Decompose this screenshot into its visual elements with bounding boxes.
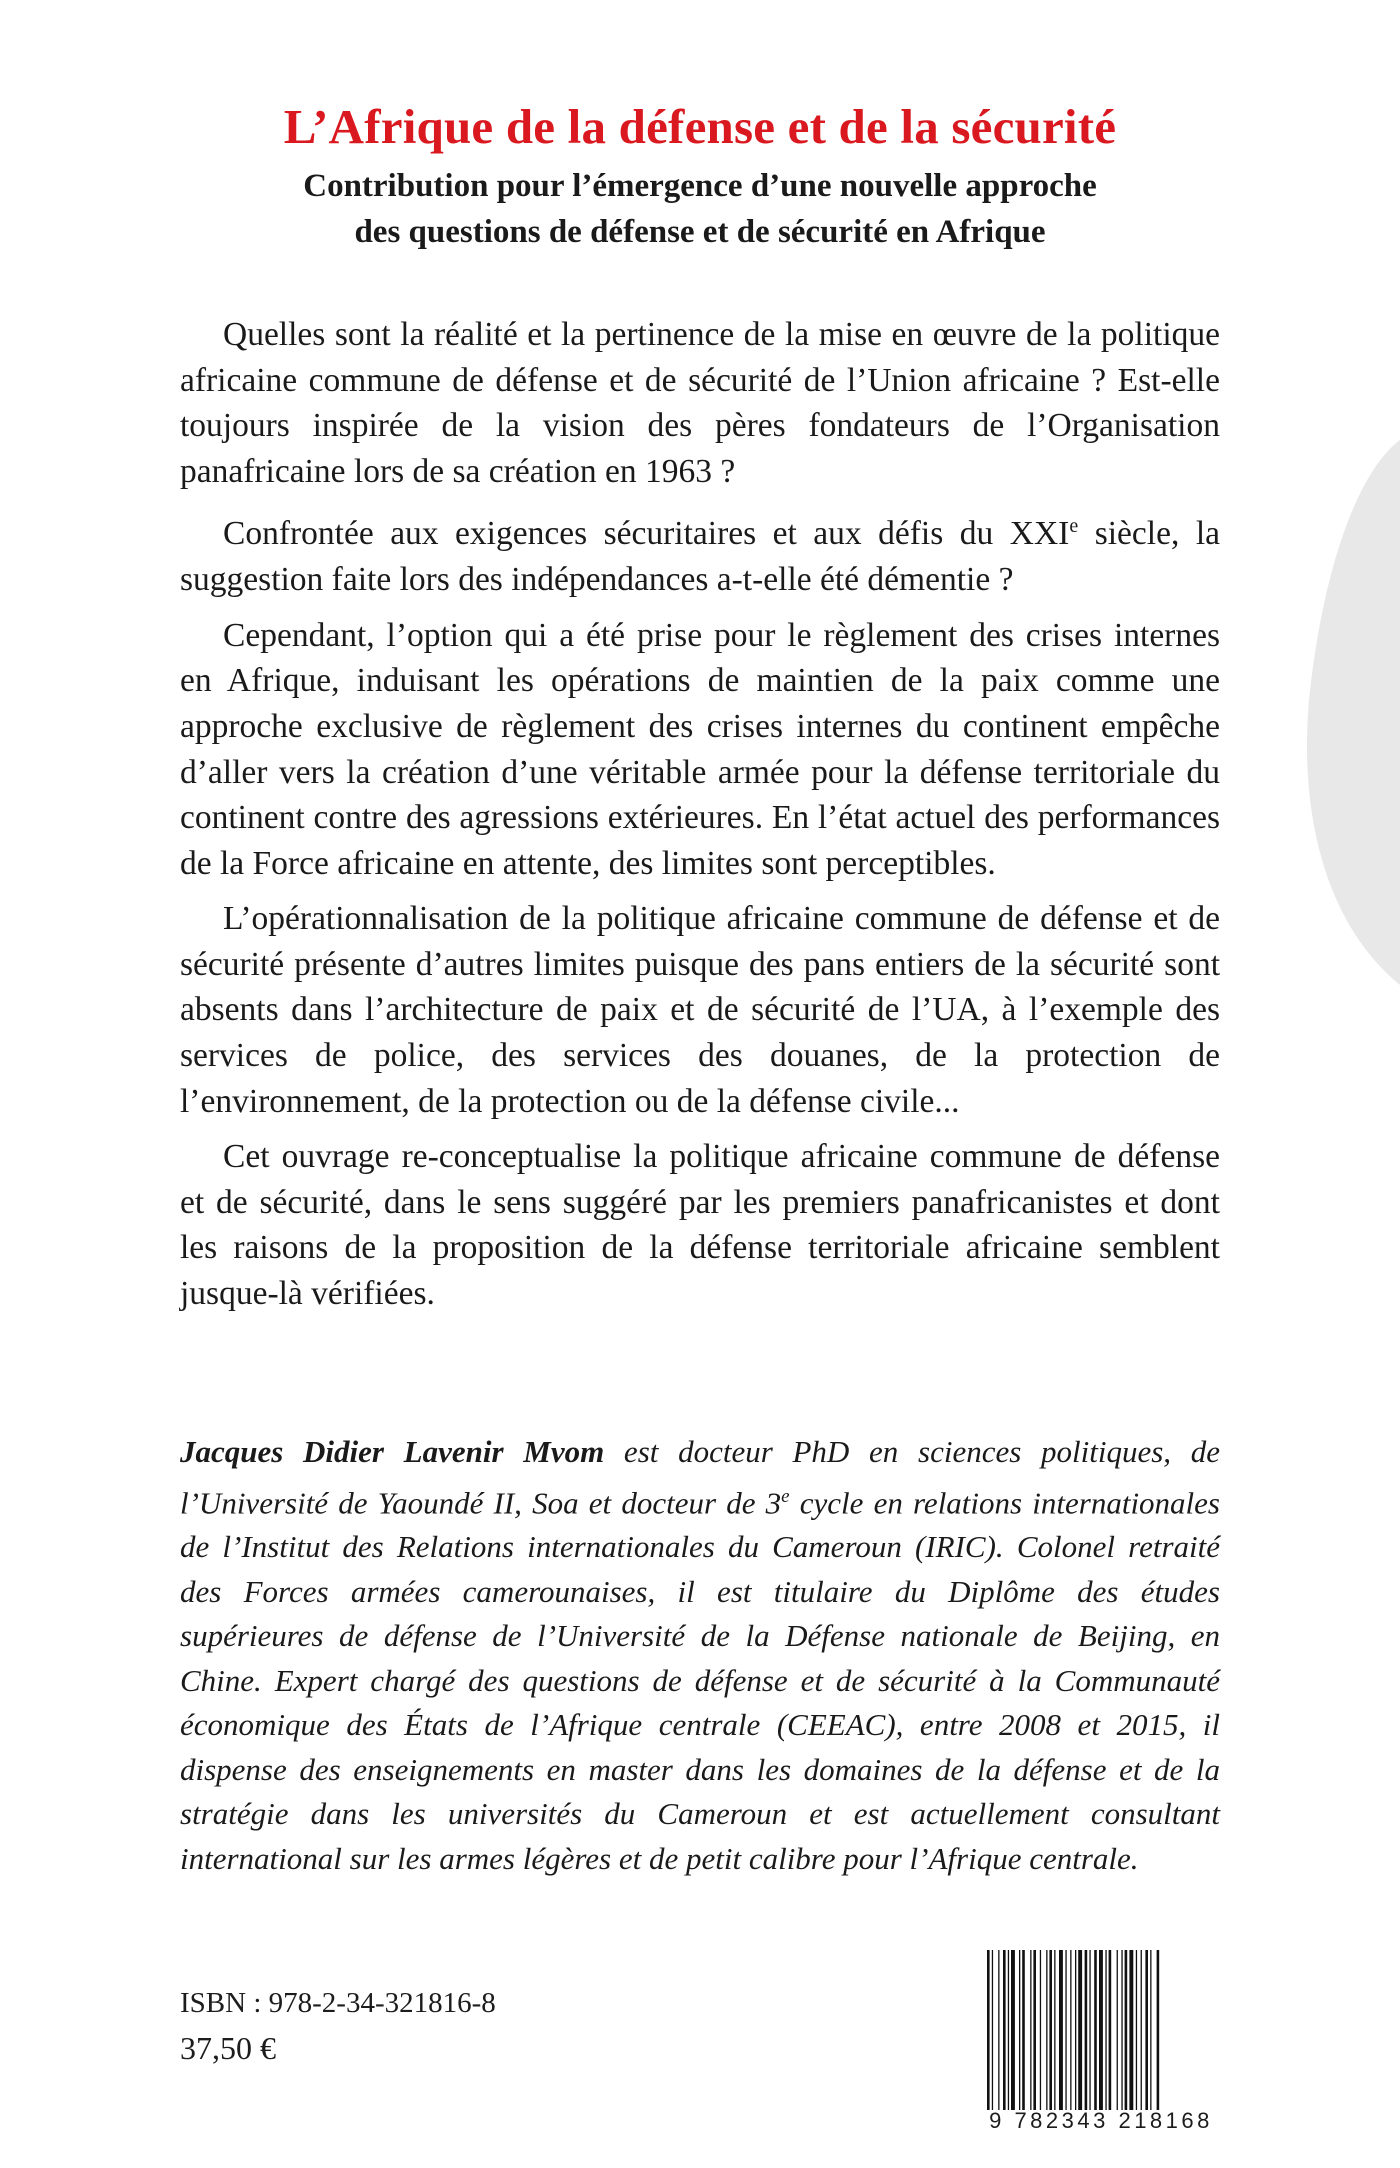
subtitle-line-2: des questions de défense et de sécurité en Afrique xyxy=(354,214,1046,250)
subtitle-line-1: Contribution pour l’émergence d’une nouvelle approche xyxy=(303,168,1097,204)
cycle-superscript: e xyxy=(781,1485,790,1507)
blurb-paragraph-3: Cependant, l’option qui a été prise pour le règlement des crises internes en Afrique, induisant les opérations de maintien de la paix comme une approche exclusive de règlement des crises internes du continent empêche d’aller vers la création d’une véritable armée pour la défense territoriale du continent contre des agressions extérieures. En l’état actuel des performances de la Force africaine en attente, des limites sont perceptibles. xyxy=(180,616,1220,882)
book-subtitle xyxy=(150,163,1250,255)
century-superscript: e xyxy=(1069,515,1079,538)
author-name: Jacques Didier Lavenir Mvom xyxy=(180,1434,605,1469)
blurb-paragraph-4: L’opérationnalisation de la politique africaine commune de défense et de sécurité présente d’autres limites puisque des pans entiers de la sécurité sont absents dans l’architecture de paix et de sécurité de l’UA, à l’exemple des services de police, des services des douanes, de la protection de l’environnement, de la protection ou de la défense civile... xyxy=(180,900,1220,1120)
author-bio-text-2: cycle en relations internationales de l’Institut des Relations internationales du Cameroun (IRIC). Colonel retraité des Forces armées camerounaises, il est titulaire du Diplôme des études supérieures de défense de l’Université de la Défense nationale de Beijing, en Chine. Expert chargé des questions de défense et de sécurité à la Communauté économique des États de l’Afrique centrale (CEEAC), entre 2008 et 2015, il dispense des enseignements en master dans les domaines de la défense et de la stratégie dans les universités du Cameroun et est actuellement consultant international sur les armes légères et de petit calibre pour l’Afrique centrale. xyxy=(180,1484,1220,1876)
isbn: ISBN : 978-2-34-321816-8 xyxy=(180,1987,496,2019)
blurb-paragraph-5: Cet ouvrage re-conceptualise la politique africaine commune de défense et de sécurité, dans le sens suggéré par les premiers panafricanistes et dont les raisons de la proposition de la défense territoriale africaine semblent jusque-là vérifiées. xyxy=(180,1138,1220,1313)
blurb-paragraph-2 xyxy=(180,504,1220,602)
price: 37,50 € xyxy=(180,2030,276,2066)
blurb-paragraph-2-end: siècle, la suggestion faite lors des indépendances a-t-elle été démentie ? xyxy=(180,515,1220,599)
blurb-text xyxy=(180,312,1220,1327)
author-bio-text-1: est docteur PhD en sciences politiques, de l’Université de Yaoundé II, Soa et docteur de 3 xyxy=(180,1434,1220,1520)
barcode xyxy=(985,1950,1217,2110)
blurb-paragraph-1: Quelles sont la réalité et la pertinence de la mise en œuvre de la politique africaine commune de défense et de sécurité de l’Union africaine ? Est-elle toujours inspirée de la vision des pères fondateurs de l’Organisation panafricaine lors de sa création en 1963 ? xyxy=(180,316,1220,490)
author-bio xyxy=(180,1430,1220,1881)
blurb-paragraph-2-start: Confrontée aux exigences sécuritaires et aux défis du XXI xyxy=(223,515,1070,553)
barcode-digits: 9 782343 218168 xyxy=(989,2108,1213,2133)
book-title: L’Afrique de la défense et de la sécurité xyxy=(283,99,1117,154)
